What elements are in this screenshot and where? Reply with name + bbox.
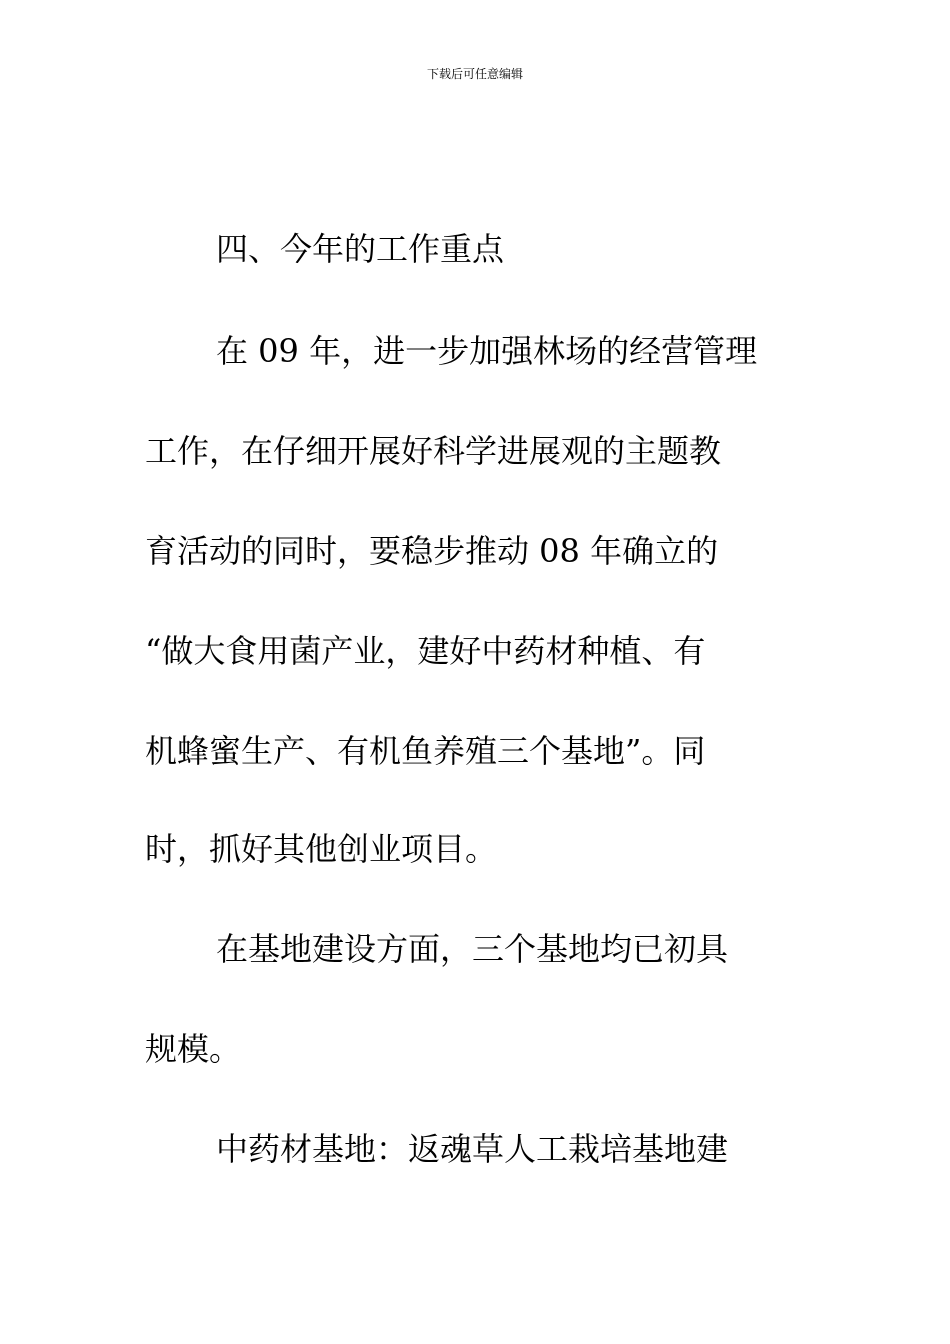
- paragraph-line: “做大食用菌产业，建好中药材种植、有: [145, 632, 706, 670]
- section-heading: 四、今年的工作重点: [216, 230, 505, 268]
- paragraph-line: 在基地建设方面，三个基地均已初具: [216, 930, 729, 968]
- paragraph-line: 机蜂蜜生产、有机鱼养殖三个基地”。同: [145, 732, 706, 770]
- paragraph-line: 中药材基地：返魂草人工栽培基地建: [216, 1130, 729, 1168]
- paragraph-line: 育活动的同时，要稳步推动 08 年确立的: [145, 532, 719, 570]
- paragraph-line: 时，抓好其他创业项目。: [145, 830, 498, 868]
- page-header-note: 下载后可任意编辑: [426, 67, 523, 81]
- paragraph-line: 工作，在仔细开展好科学进展观的主题教: [145, 432, 722, 470]
- paragraph-line: 规模。: [145, 1030, 242, 1068]
- paragraph-line: 在 09 年，进一步加强林场的经营管理: [216, 332, 758, 370]
